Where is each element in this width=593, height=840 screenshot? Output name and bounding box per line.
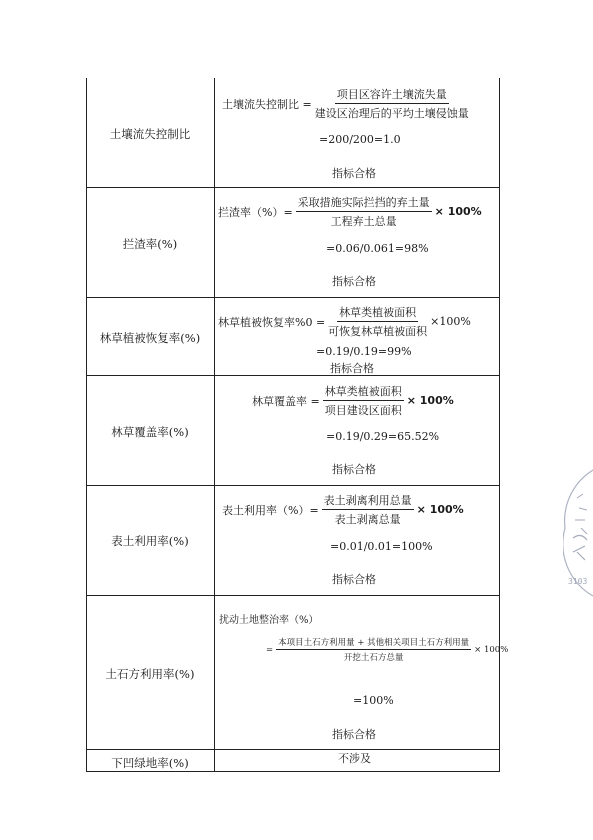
formula-multiplier: ×100% <box>430 315 471 328</box>
formula-denominator: 项目建设区面积 <box>324 404 402 417</box>
formula-numerator: 本项目土石方利用量 + 其他相关项目土石方利用量 <box>278 638 470 648</box>
row-label: 土壤流失控制比 <box>109 127 191 141</box>
calc-value: =0.19/0.19=99% <box>316 345 412 358</box>
formula-cell <box>214 86 500 121</box>
formula-lhs: 拦渣率（%）= <box>218 205 293 219</box>
formula-cell <box>214 304 500 339</box>
formula <box>266 636 509 663</box>
formula <box>222 86 500 121</box>
result-text: 指标合格 <box>332 573 376 586</box>
table-border-right <box>499 78 500 772</box>
row-label: 林草植被恢复率(%) <box>99 331 201 345</box>
formula-multiplier: × 100% <box>474 644 509 655</box>
indicator-table <box>86 78 509 772</box>
calc-value: =100% <box>353 694 394 707</box>
row-divider <box>86 297 500 298</box>
row-divider <box>86 187 500 188</box>
formula-denominator: 可恢复林草植被面积 <box>328 325 428 338</box>
formula-lhs: 林草植被恢复率%0 = <box>218 315 326 329</box>
formula-numerator: 采取措施实际拦挡的弃土量 <box>296 194 432 212</box>
formula <box>222 492 500 527</box>
formula-cell <box>214 636 509 663</box>
result-text: 指标合格 <box>330 362 374 375</box>
result-text: 指标合格 <box>332 728 376 741</box>
formula-multiplier: × 100% <box>406 394 454 407</box>
result-text: 指标合格 <box>332 167 376 180</box>
result-text: 指标合格 <box>332 275 376 288</box>
calc-value: =0.01/0.01=100% <box>330 540 433 553</box>
row-label: 下凹绿地率(%) <box>111 756 189 770</box>
row-divider <box>86 485 500 486</box>
formula-fraction <box>296 194 432 229</box>
formula-numerator: 表土剥离利用总量 <box>322 492 414 510</box>
formula-fraction <box>322 492 414 527</box>
formula-prefix: = <box>266 644 274 655</box>
seal-number: 3103 <box>568 577 588 586</box>
formula-denominator: 建设区治理后的平均土壤侵蚀量 <box>314 107 469 120</box>
formula-lhs: 土壤流失控制比 = <box>222 97 312 111</box>
formula-multiplier: × 100% <box>416 503 464 516</box>
calc-value: =200/200=1.0 <box>319 133 401 146</box>
formula-fraction <box>315 86 469 121</box>
row-label: 表土利用率(%) <box>111 534 189 548</box>
formula-fraction <box>328 304 427 339</box>
formula-multiplier: × 100% <box>434 205 482 218</box>
calc-value: =0.06/0.061=98% <box>326 242 429 255</box>
formula-numerator: 林草类植被面积 <box>323 383 404 401</box>
row-divider <box>86 595 500 596</box>
formula-denominator: 工程弃土总量 <box>330 215 397 228</box>
seal-stamp <box>563 468 593 598</box>
formula-lhs: 林草覆盖率 = <box>252 394 320 408</box>
formula-fraction <box>323 383 404 418</box>
row-label: 拦渣率(%) <box>122 237 178 251</box>
calc-value: =0.19/0.29=65.52% <box>326 430 440 443</box>
table-column-divider <box>214 78 215 772</box>
formula-heading: 扰动土地整治率（%） <box>219 615 319 626</box>
table-border-bottom <box>86 771 500 772</box>
formula <box>218 304 500 339</box>
formula <box>252 383 500 418</box>
row-label: 林草覆盖率(%) <box>111 425 189 439</box>
formula-fraction <box>276 636 471 663</box>
result-text: 指标合格 <box>332 463 376 476</box>
formula-cell <box>214 492 500 527</box>
formula-denominator: 开挖土石方总量 <box>343 653 404 663</box>
formula-cell <box>214 383 500 418</box>
formula-cell <box>214 194 500 229</box>
formula-numerator: 林草类植被面积 <box>337 304 418 322</box>
row-label: 土石方利用率(%) <box>105 667 195 681</box>
formula-lhs: 表土利用率（%）= <box>222 503 319 517</box>
formula <box>218 194 500 229</box>
value-text: 不涉及 <box>338 752 371 765</box>
formula-numerator: 项目区容许土壤流失量 <box>335 86 449 104</box>
formula-denominator: 表土剥离总量 <box>334 513 401 526</box>
